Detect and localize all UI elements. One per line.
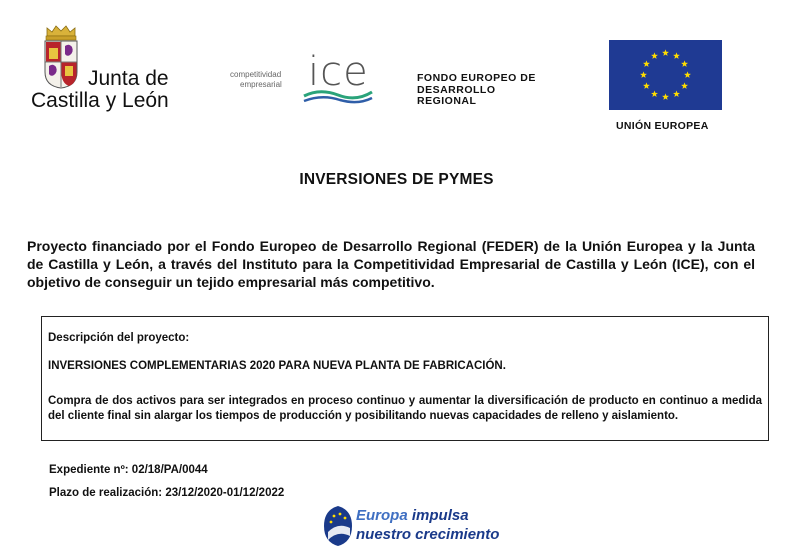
feder-line-3: REGIONAL [417, 95, 477, 107]
jcyl-logo [28, 22, 188, 114]
jcyl-line1: Junta de [88, 67, 169, 90]
eu-flag-icon [609, 40, 722, 110]
ice-wordmark: ice [308, 49, 369, 95]
feder-text [417, 73, 536, 108]
ice-tagline-1: competitividad [230, 70, 282, 79]
europa-word: Europa [356, 507, 408, 524]
eu-label: UNIÓN EUROPEA [616, 120, 709, 132]
project-body: Compra de dos activos para ser integrados en proceso continuo y aumentar la diversificación de producto en continuo a medida del cliente final sin alargar los tiempos de producción y posibilitando nuevas capacidades de relleno y aislamiento. [48, 395, 762, 422]
europa-impulsa-logo [322, 504, 512, 550]
feder-line-1: FONDO EUROPEO DE [417, 72, 536, 84]
castilla-leon-shield-icon [41, 24, 81, 90]
ice-logo [228, 50, 378, 108]
execution-period: Plazo de realización: 23/12/2020-01/12/2022 [49, 487, 285, 499]
project-description-box [41, 316, 769, 441]
page-title: INVERSIONES DE PYMES [299, 171, 494, 188]
project-title: INVERSIONES COMPLEMENTARIAS 2020 PARA NUEVA PLANTA DE FABRICACIÓN. [48, 360, 506, 372]
expediente-number: Expediente nº: 02/18/PA/0044 [49, 464, 208, 476]
ice-tagline-2: empresarial [240, 80, 282, 89]
project-description-label: Descripción del proyecto: [48, 332, 190, 344]
europa-line-1 [356, 507, 469, 524]
ice-wave-icon [302, 86, 374, 106]
europa-line-2: nuestro crecimiento [356, 526, 500, 543]
jcyl-line2: Castilla y León [31, 89, 169, 112]
impulsa-word: impulsa [411, 507, 469, 524]
feder-line-2: DESARROLLO [417, 83, 496, 96]
europa-emblem-icon [322, 504, 354, 548]
intro-paragraph: Proyecto financiado por el Fondo Europeo de Desarrollo Regional (FEDER) de la Unión Europea y la Junta de Castilla y León, a través del Instituto para la Competitividad Empresarial de Castilla y León (ICE), con el objetivo de conseguir un tejido empresarial más competitivo. [27, 238, 755, 290]
